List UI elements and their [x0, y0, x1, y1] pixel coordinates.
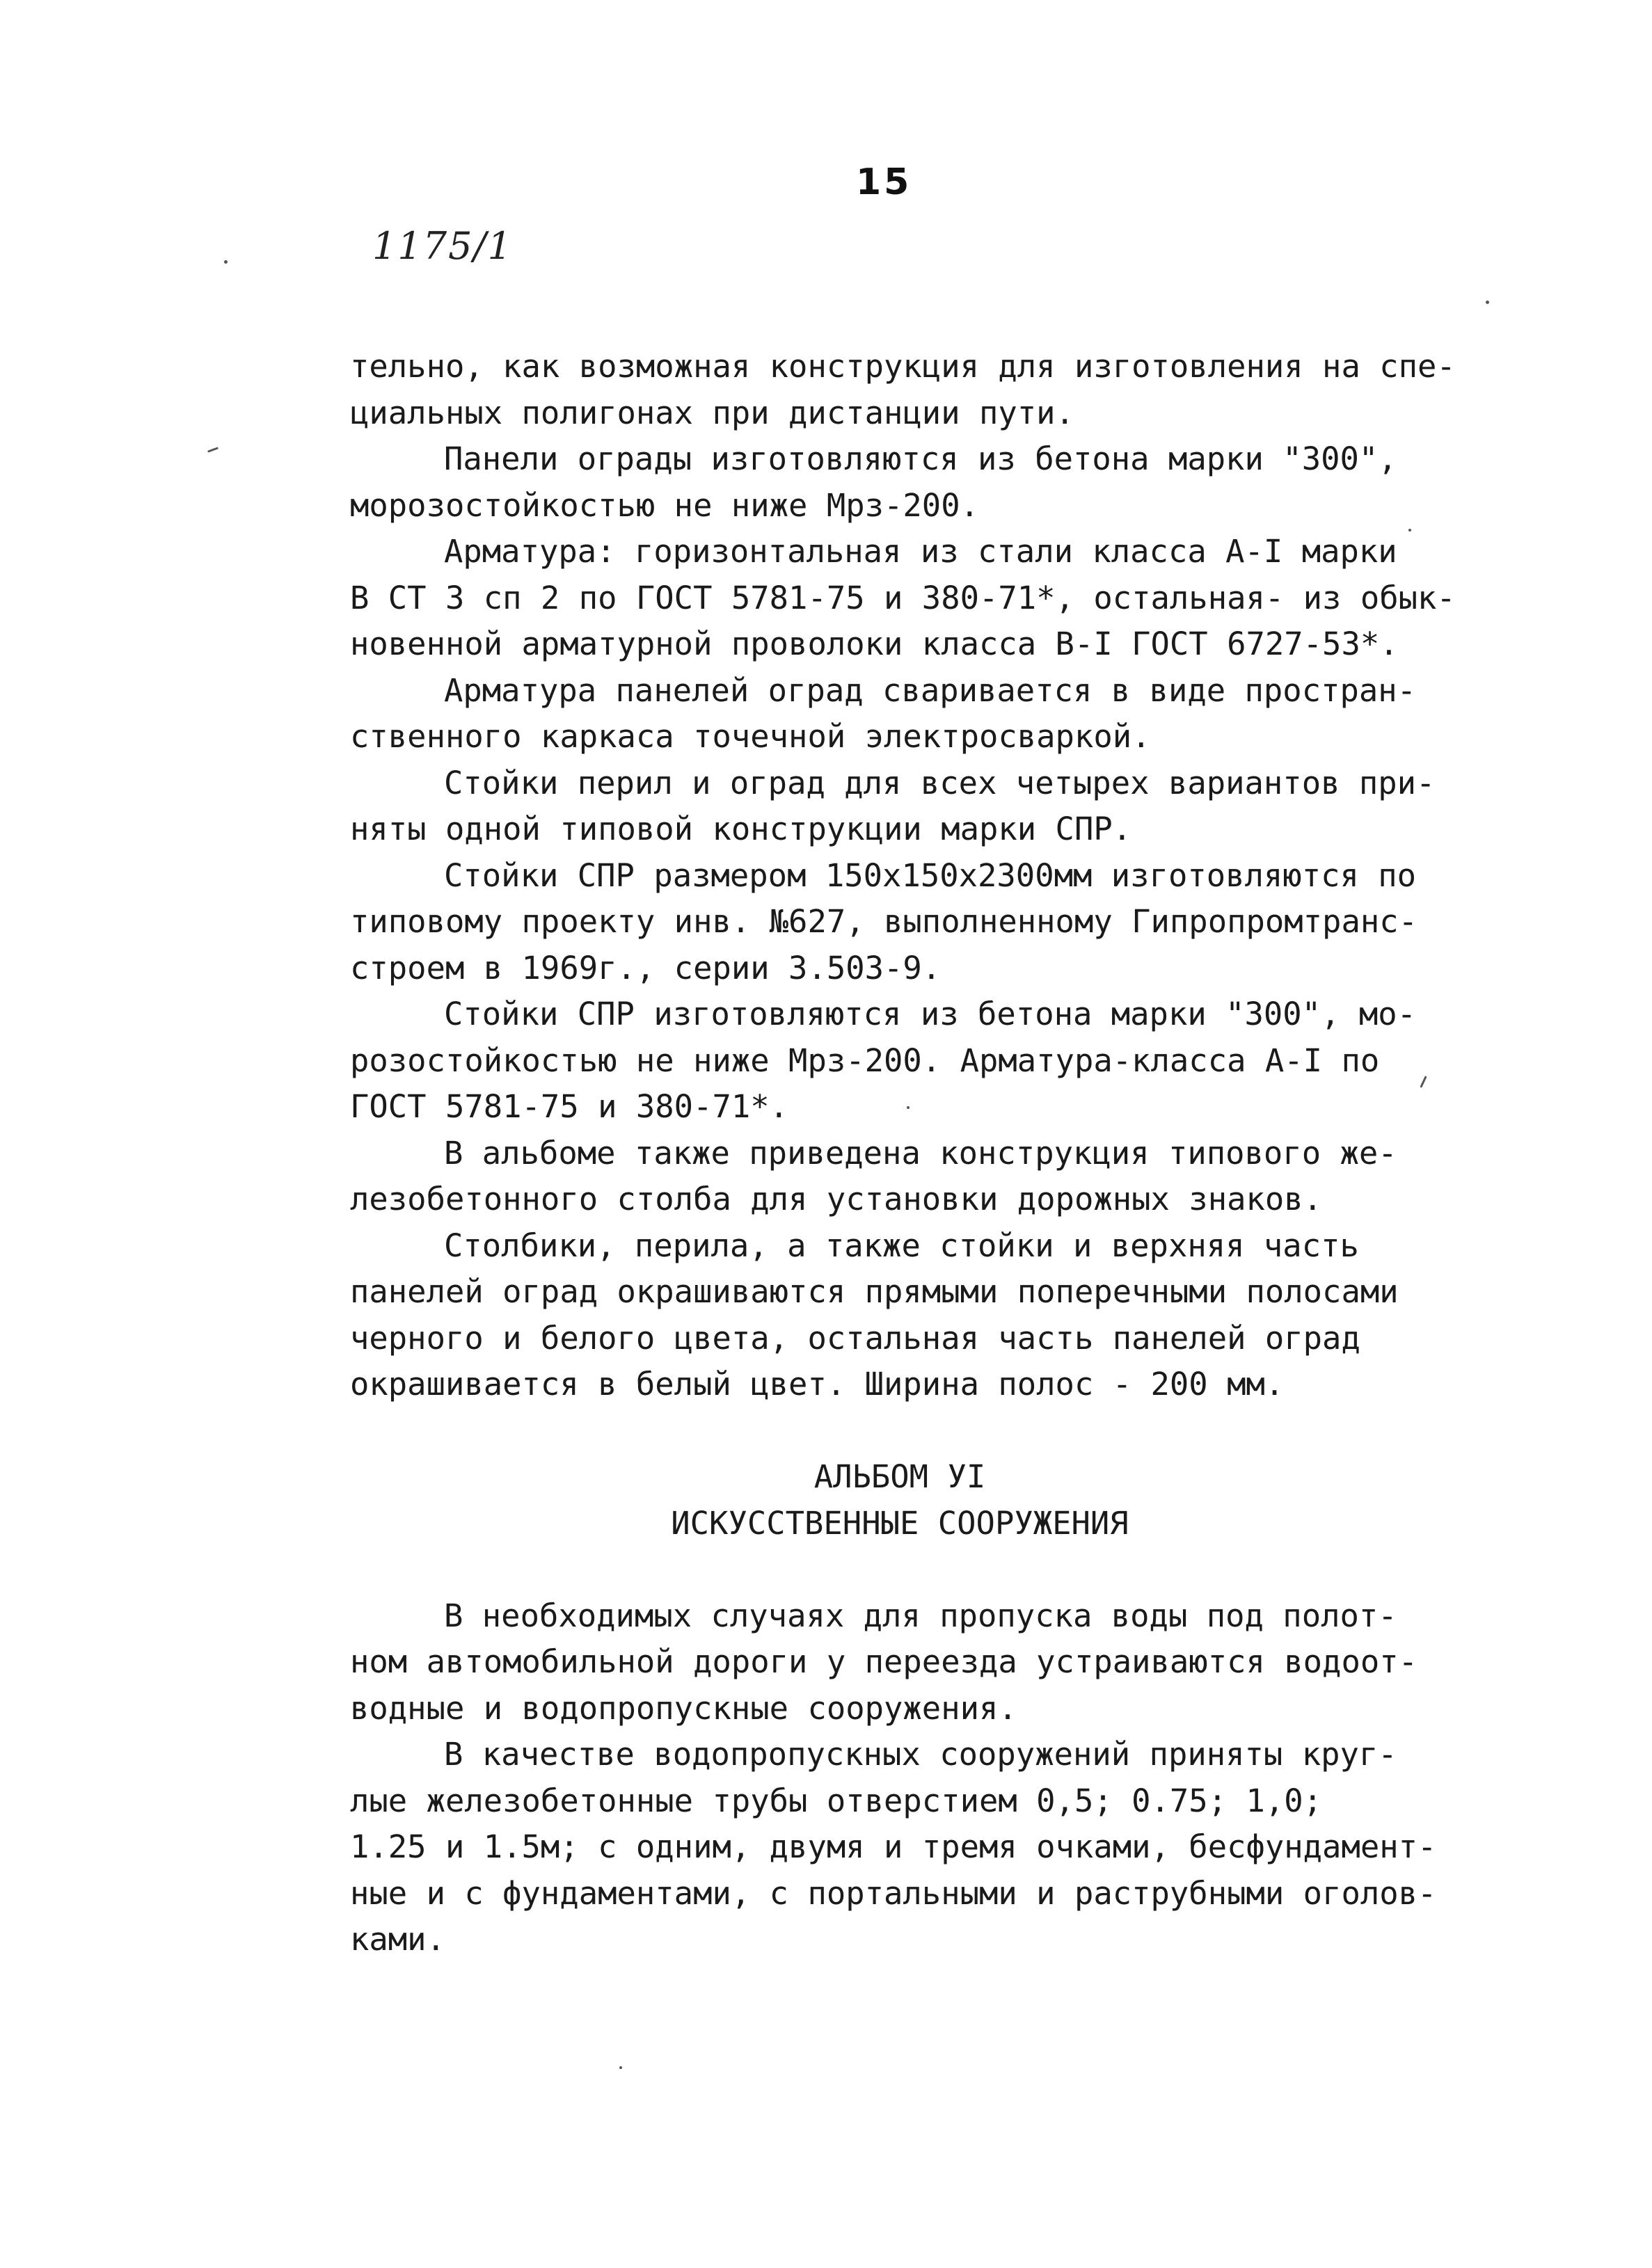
text-line: тельно, как возможная конструкция для изготовления на спе-	[350, 348, 1456, 385]
text-line: морозостойкостью не ниже Мрз-200.	[350, 486, 979, 524]
paragraph-start-line: Стойки СПР изготовляются из бетона марки "300", мо-	[444, 996, 1417, 1032]
text-line: няты одной типовой конструкции марки СПР.	[350, 810, 1132, 847]
paragraph-start-line: Столбики, перила, а также стойки и верхняя часть	[444, 1227, 1359, 1264]
text-line: 1.25 и 1.5м; с одним, двумя и тремя очками, бесфундамент-	[350, 1828, 1437, 1865]
text-line: лые железобетонные трубы отверстием 0,5; 0.75; 1,0;	[350, 1782, 1323, 1819]
scan-speck	[1486, 301, 1489, 304]
paragraph-start-line: В качестве водопропускных сооружений приняты круг-	[444, 1736, 1397, 1773]
section-heading: ИСКУССТВЕННЫЕ СООРУЖЕНИЯ	[671, 1504, 1129, 1542]
text-line: новенной арматурной проволоки класса В-I ГОСТ 6727-53*.	[350, 625, 1399, 662]
text-line: панелей оград окрашиваются прямыми поперечными полосами	[350, 1273, 1399, 1310]
scan-speck	[907, 1106, 910, 1109]
album-heading: АЛЬБОМ УI	[813, 1458, 986, 1495]
paragraph-start-line: В необходимых случаях для пропуска воды под полот-	[444, 1597, 1397, 1634]
text-line: ном автомобильной дороги у переезда устраиваются водоот-	[350, 1643, 1418, 1680]
paragraph-start-line: Арматура: горизонтальная из стали класса А-I марки	[444, 533, 1397, 570]
text-line: строем в 1969г., серии 3.503-9.	[350, 949, 942, 987]
paragraph-start-line: В альбоме также приведена конструкция типового же-	[444, 1134, 1397, 1172]
scan-speck	[1408, 529, 1411, 532]
blank-line	[350, 1408, 1450, 1455]
paragraph-start-line: Стойки перил и оград для всех четырех вариантов при-	[444, 764, 1436, 801]
text-line: лезобетонного столба для установки дорожных знаков.	[350, 1181, 1323, 1217]
text-line: ные и с фундаментами, с портальными и раструбными оголов-	[350, 1874, 1437, 1912]
text-line: ками.	[350, 1921, 445, 1958]
text-line: ГОСТ 5781-75 и 380-71*.	[350, 1088, 789, 1125]
paragraph-start-line: Арматура панелей оград сваривается в виде простран-	[444, 671, 1417, 709]
text-line: ственного каркаса точечной электросваркой.	[350, 718, 1151, 755]
text-line: типовому проекту инв. №627, выполненному Гипропромтранс-	[350, 903, 1418, 940]
paragraph-start-line: Панели ограды изготовляются из бетона марки "300",	[444, 440, 1397, 477]
text-line: розостойкостью не ниже Мрз-200. Арматура-класса А-I по	[350, 1041, 1380, 1079]
blank-line	[350, 1547, 1450, 1593]
text-line: циальных полигонах при дистанции пути.	[350, 394, 1074, 431]
text-line: окрашивается в белый цвет. Ширина полос - 200 мм.	[350, 1366, 1285, 1403]
scan-speck	[224, 260, 228, 264]
page-number: 15	[856, 161, 912, 203]
paragraph-start-line: Стойки СПР размером 150х150х2300мм изготовляются по	[444, 856, 1417, 894]
text-line: В СТ 3 сп 2 по ГОСТ 5781-75 и 380-71*, остальная- из обык-	[350, 579, 1456, 616]
scan-speck	[619, 2066, 622, 2069]
text-line: черного и белого цвета, остальная часть панелей оград	[350, 1319, 1360, 1357]
body-text	[350, 344, 1456, 1963]
text-line: водные и водопропускные сооружения.	[350, 1689, 1017, 1727]
scan-speck	[207, 447, 219, 452]
handwritten-reference-number: 1175/1	[372, 224, 513, 268]
